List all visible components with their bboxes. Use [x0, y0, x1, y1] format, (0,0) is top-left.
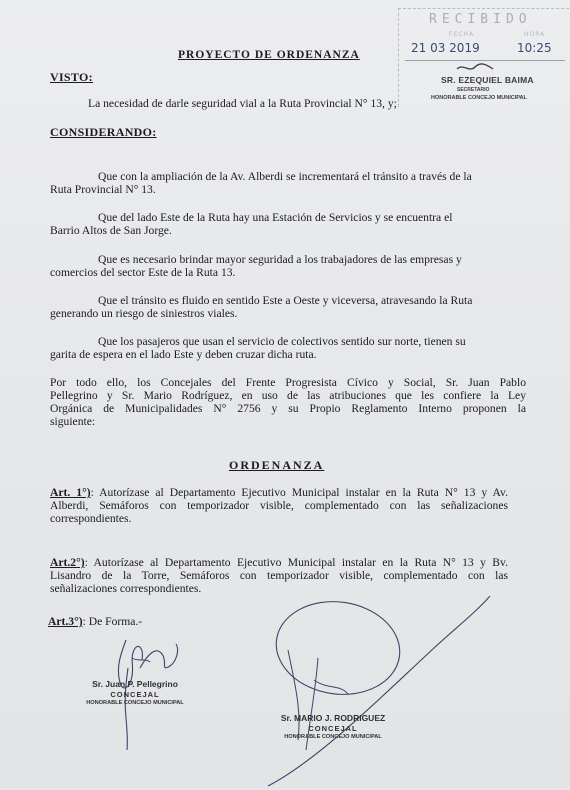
visto-text: La necesidad de darle seguridad vial a la Ruta Provincial N° 13, y; — [88, 97, 397, 110]
considerando-3-line2: comercios del sector Este de la Ruta 13. — [50, 266, 236, 279]
left-signer-org: HONORABLE CONCEJO MUNICIPAL — [86, 700, 184, 706]
considerando-2-line1: Que del lado Este de la Ruta hay una Estación de Servicios y se encuentra el — [98, 211, 453, 224]
considerando-1-line2: Ruta Provincial N° 13. — [50, 183, 156, 196]
por-todo-ello-line1: Por todo ello, los Concejales del Frente Progresista Cívico y Social, Sr. Juan Pablo — [50, 376, 526, 389]
considerando-5-line1: Que los pasajeros que usan el servicio de colectivos sentido sur norte, tienen su — [98, 335, 466, 348]
considerando-heading: CONSIDERANDO: — [50, 125, 157, 139]
considerando-5-line2: garita de espera en el lado Este y deben cruzar dicha ruta. — [50, 348, 317, 361]
considerando-3-line1: Que es necesario brindar mayor seguridad a los trabajadores de las empresas y — [98, 253, 462, 266]
right-signer-name: Sr. MARIO J. RODRIGUEZ — [280, 713, 386, 723]
considerando-4-line1: Que el tránsito es fluido en sentido Este a Oeste y viceversa, atravesando la Ruta — [98, 294, 473, 307]
left-signer-role: CONCEJAL — [110, 690, 160, 699]
article-1-line3: correspondientes. — [50, 512, 132, 525]
por-todo-ello-line4: siguiente: — [50, 415, 96, 428]
article-2-line3: señalizaciones correspondientes. — [50, 582, 202, 595]
stamp-signature-scribble — [455, 63, 495, 73]
stamp-time-label: HORA — [524, 31, 546, 38]
article-2-line1: : Autorízase al Departamento Ejecutivo Municipal instalar en la Ruta N° 13 y Bv. — [84, 556, 508, 569]
document-title: PROYECTO DE ORDENANZA — [178, 49, 360, 61]
article-2-line2: Lisandro de la Torre, Semáforos con temporizador visible, complementado con las — [50, 569, 508, 582]
right-handwritten-signature — [258, 590, 518, 790]
right-signer-role: CONCEJAL — [308, 724, 358, 733]
article-1-line1: : Autorízase al Departamento Ejecutivo Municipal instalar en la Ruta N° 13 y Av. — [90, 486, 508, 499]
article-1-line2: Alberdi, Semáforos con temporizador visible, complementado con las señalizaciones — [50, 499, 508, 512]
article-3-line1: : De Forma.- — [82, 615, 143, 628]
article-1-label: Art. 1°) — [50, 486, 91, 499]
stamp-signer-role: SECRETARIO — [457, 87, 490, 93]
stamp-date-value: 21 03 2019 — [411, 41, 480, 55]
left-signer-name: Sr. Juan P. Pellegrino — [92, 679, 178, 689]
article-3-label: Art.3°) — [48, 615, 83, 628]
received-stamp — [398, 8, 569, 107]
considerando-4-line2: generando un riesgo de siniestros viales. — [50, 307, 238, 320]
ordenanza-heading: ORDENANZA — [229, 458, 325, 472]
left-signature-block — [70, 679, 200, 706]
considerando-2-line2: Barrio Altos de San Jorge. — [50, 224, 172, 237]
article-2-label: Art.2°) — [50, 556, 85, 569]
right-signature-block — [268, 713, 398, 740]
por-todo-ello-line3: Orgánica de Municipalidades N° 2756 y su Propio Reglamento Interno proponen la — [50, 402, 526, 415]
stamp-date-label: FECHA — [449, 31, 475, 38]
article-2 — [50, 556, 508, 569]
right-signer-org: HONORABLE CONCEJO MUNICIPAL — [284, 734, 382, 740]
stamp-title: RECIBIDO — [429, 12, 532, 27]
article-1 — [50, 486, 508, 499]
por-todo-ello-line2: Pellegrino y Sr. Mario Rodríguez, en uso de las atribuciones que les confiere la Ley — [50, 389, 526, 402]
stamp-signer-name: SR. EZEQUIEL BAIMA — [441, 75, 534, 85]
stamp-signer-org: HONORABLE CONCEJO MUNICIPAL — [431, 95, 527, 101]
considerando-1-line1: Que con la ampliación de la Av. Alberdi se incrementará el tránsito a través de la — [98, 170, 472, 183]
article-3 — [48, 615, 142, 628]
visto-heading: VISTO: — [50, 70, 93, 84]
stamp-time-value: 10:25 — [517, 41, 552, 55]
stamp-divider — [405, 60, 565, 61]
